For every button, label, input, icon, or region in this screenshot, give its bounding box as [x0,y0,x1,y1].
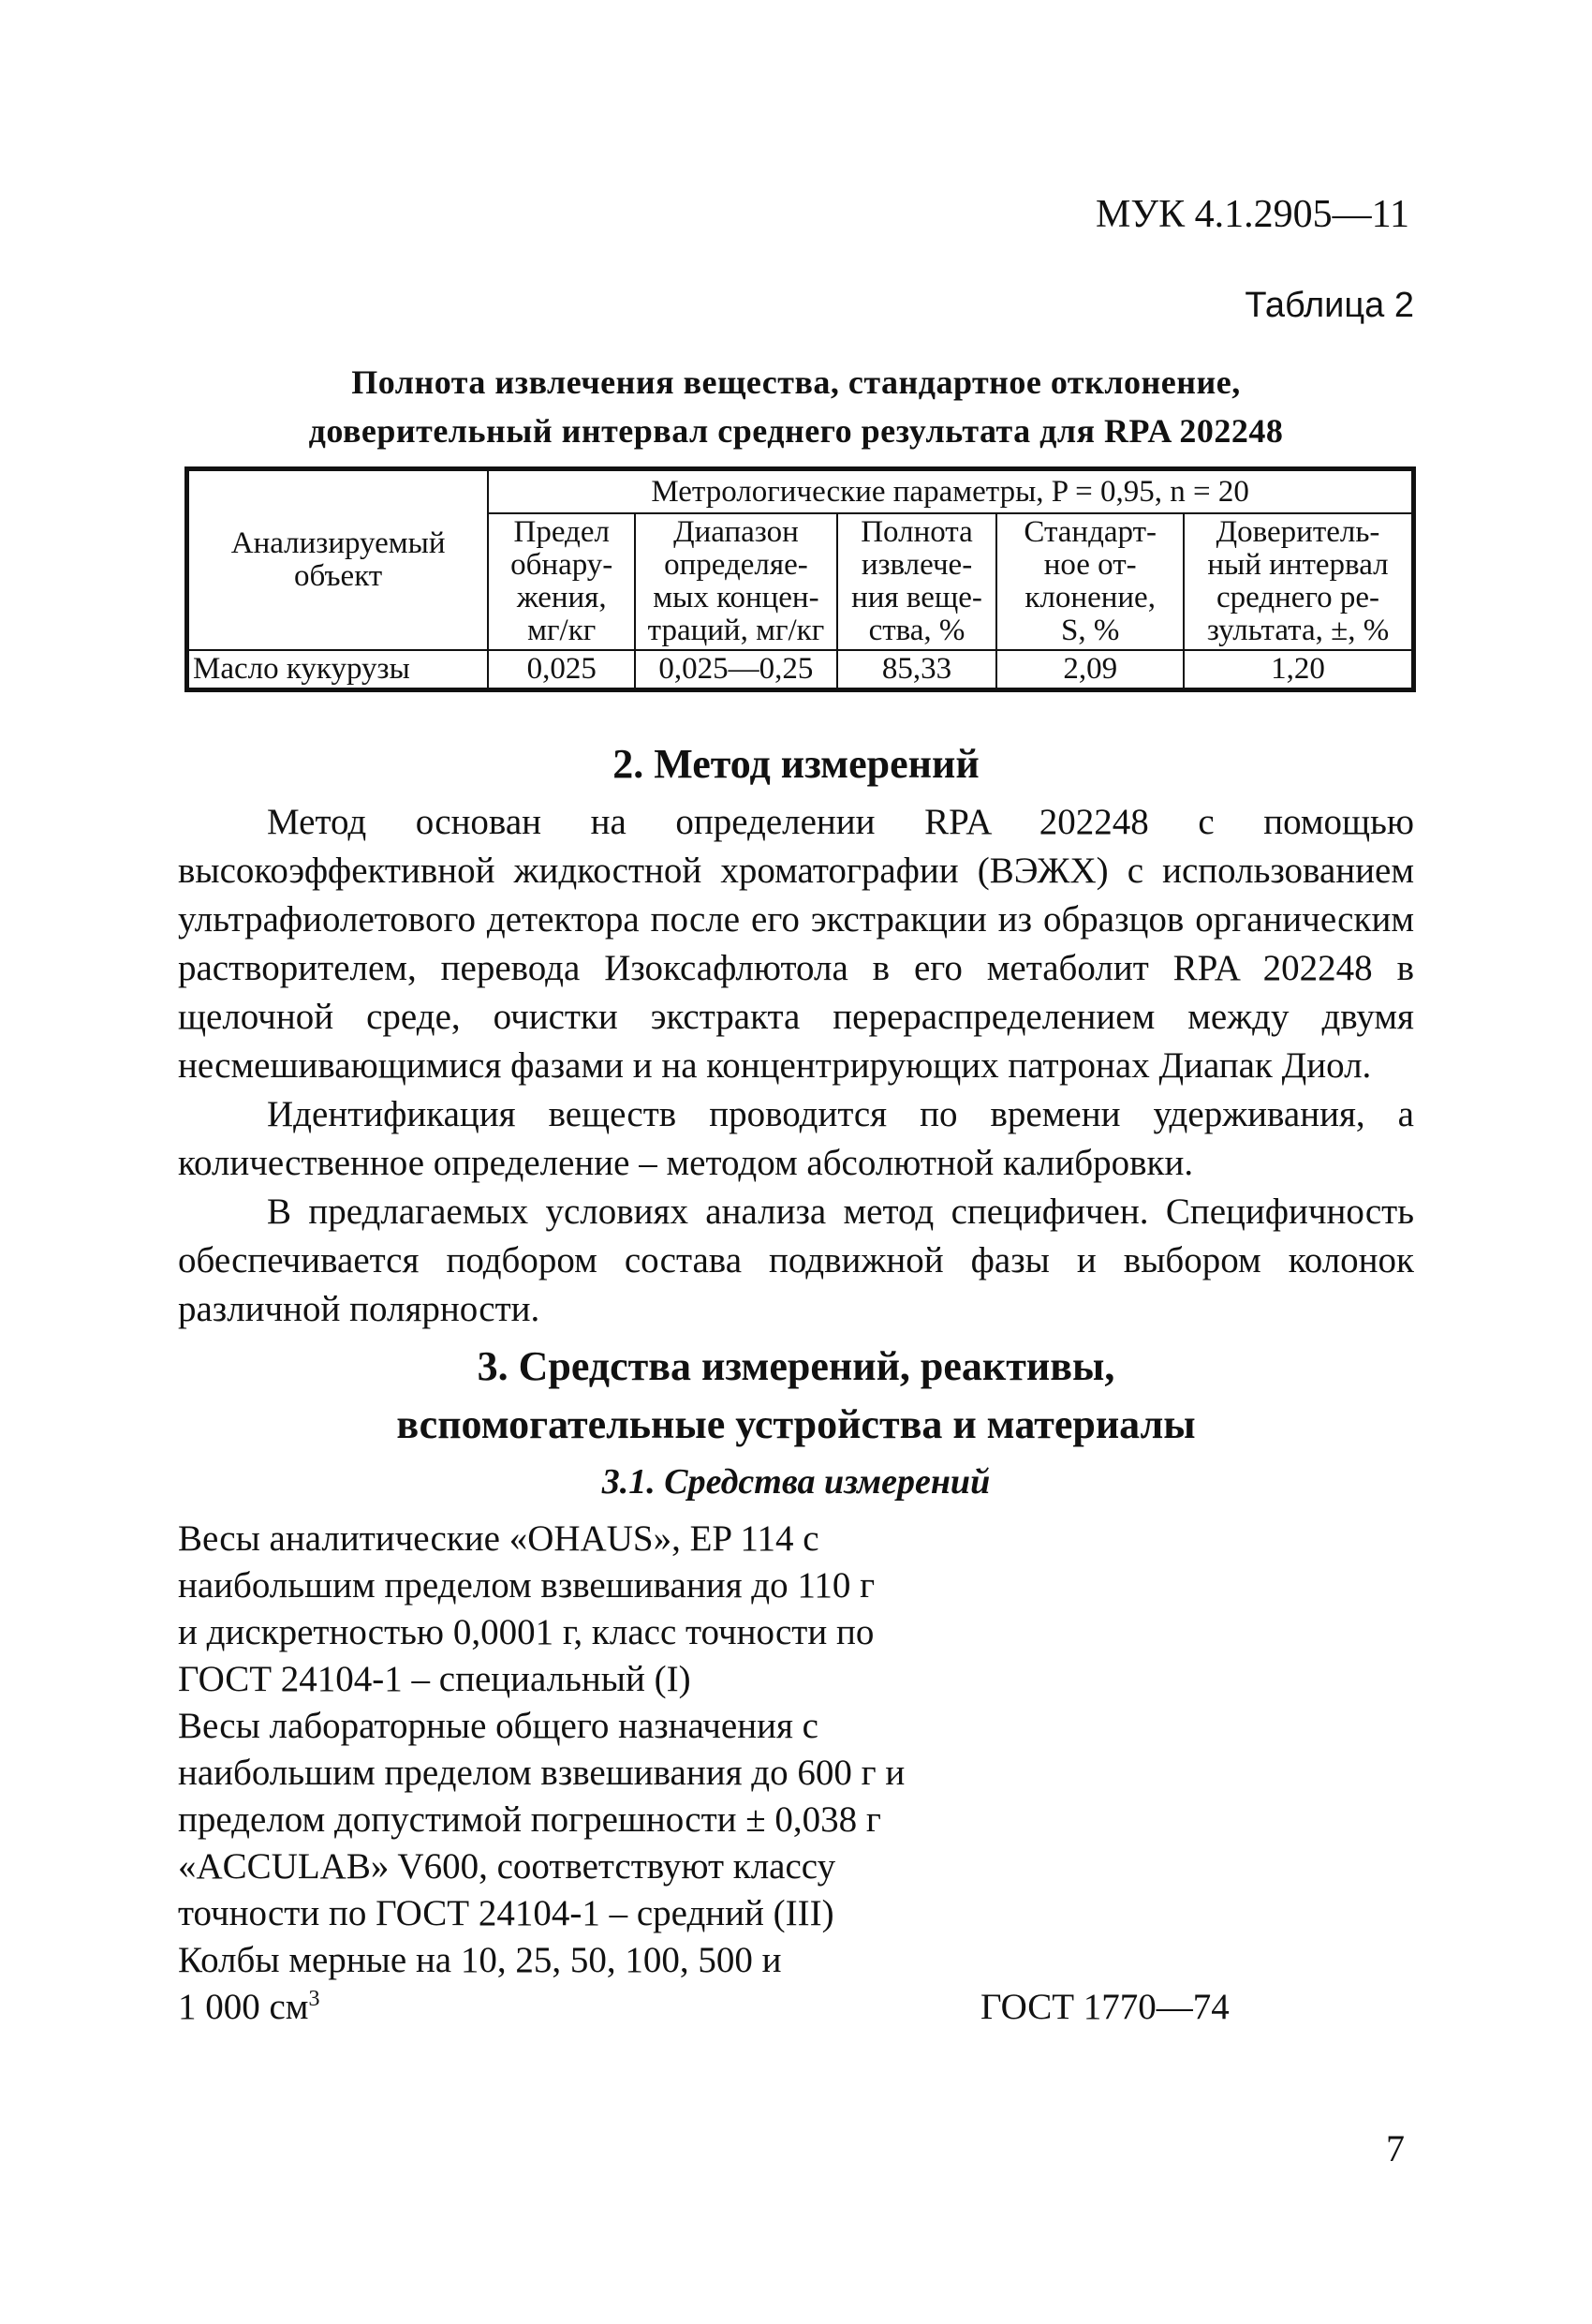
equipment-line: наибольшим пределом взвешивания до 110 г [178,1565,876,1606]
table-cell: 0,025 [488,650,635,690]
equipment-list [178,1516,1021,2031]
equipment-line: наибольшим пределом взвешивания до 600 г и [178,1753,906,1793]
group-header: Метрологические параметры, P = 0,95, n = 20 [488,469,1413,514]
column-header: Предел обнару- жения, мг/кг [488,513,635,650]
equipment-line: Весы аналитические «OHAUS», EP 114 с [178,1518,819,1559]
metrology-table [184,466,1416,692]
page-number: 7 [1386,2127,1405,2169]
section-heading-line: вспомогательные устройства и материалы [396,1401,1196,1447]
section-heading-line: 3. Средства измерений, реактивы, [477,1343,1115,1389]
equipment-line: Весы лабораторные общего назначения с [178,1706,818,1746]
table-cell: 2,09 [996,650,1184,690]
table-cell: 85,33 [837,650,997,690]
table-cell: 1,20 [1184,650,1413,690]
equipment-line: «ACCULAB» V600, соответствуют классу [178,1846,836,1887]
table-title-line: Полнота извлечения вещества, стандартное отклонение, [351,363,1241,401]
paragraph: Метод основан на определении RPA 202248 с помощью высокоэффективной жидкостной хроматографии (ВЭЖХ) с использованием ультрафиолетового детектора после его экстракции из образцов органическим растворителем, перевода Изоксафлютола в его метаболит RPA 202248 в щелочной среде, очистки экстракта перераспределением между двумя несмешивающимися фазами и на концентрирующих патронах Диапак Диол. [178,802,1414,1086]
table-title-line: доверительный интервал среднего результата для RPA 202248 [308,412,1284,450]
table-title [178,358,1414,455]
section-heading [178,1338,1414,1454]
table-number: Таблица 2 [1245,286,1414,325]
equipment-line: Колбы мерные на 10, 25, 50, 100, 500 и [178,1940,782,1980]
equipment-line: точности по ГОСТ 24104-1 – средний (III) [178,1893,834,1933]
paragraph: В предлагаемых условиях анализа метод специфичен. Специфичность обеспечивается подбором состава подвижной фазы и выбором колонок различной полярности. [178,1192,1414,1329]
equipment-line-text: 1 000 см [178,1987,309,2027]
paragraph: Идентификация веществ проводится по времени удерживания, а количественное определение – методом абсолютной калибровки. [178,1094,1414,1183]
gost-reference: ГОСТ 1770—74 [980,1987,1230,2027]
object-header: Анализируемый объект [187,469,489,651]
subsection-heading: 3.1. Средства измерений [601,1462,991,1502]
section-heading: 2. Метод измерений [612,741,980,787]
column-header: Полнота извлече- ния веще- ства, % [837,513,997,650]
equipment-line: и дискретностью 0,0001 г, класс точности по [178,1612,875,1652]
column-header: Доверитель- ный интервал среднего ре- зультата, ±, % [1184,513,1413,650]
column-header: Стандарт- ное от- клонение, S, % [996,513,1184,650]
section-body [178,798,1414,1334]
column-header: Диапазон определяе- мых концен- траций, мг/кг [635,513,836,650]
superscript: 3 [308,1987,320,2011]
equipment-line [178,1984,1021,2031]
table-cell-object: Масло кукурузы [187,650,489,690]
document-code: МУК 4.1.2905—11 [1096,193,1410,236]
equipment-line: ГОСТ 24104-1 – специальный (I) [178,1659,691,1699]
equipment-line: пределом допустимой погрешности ± 0,038 г [178,1799,881,1840]
table-cell: 0,025—0,25 [635,650,836,690]
